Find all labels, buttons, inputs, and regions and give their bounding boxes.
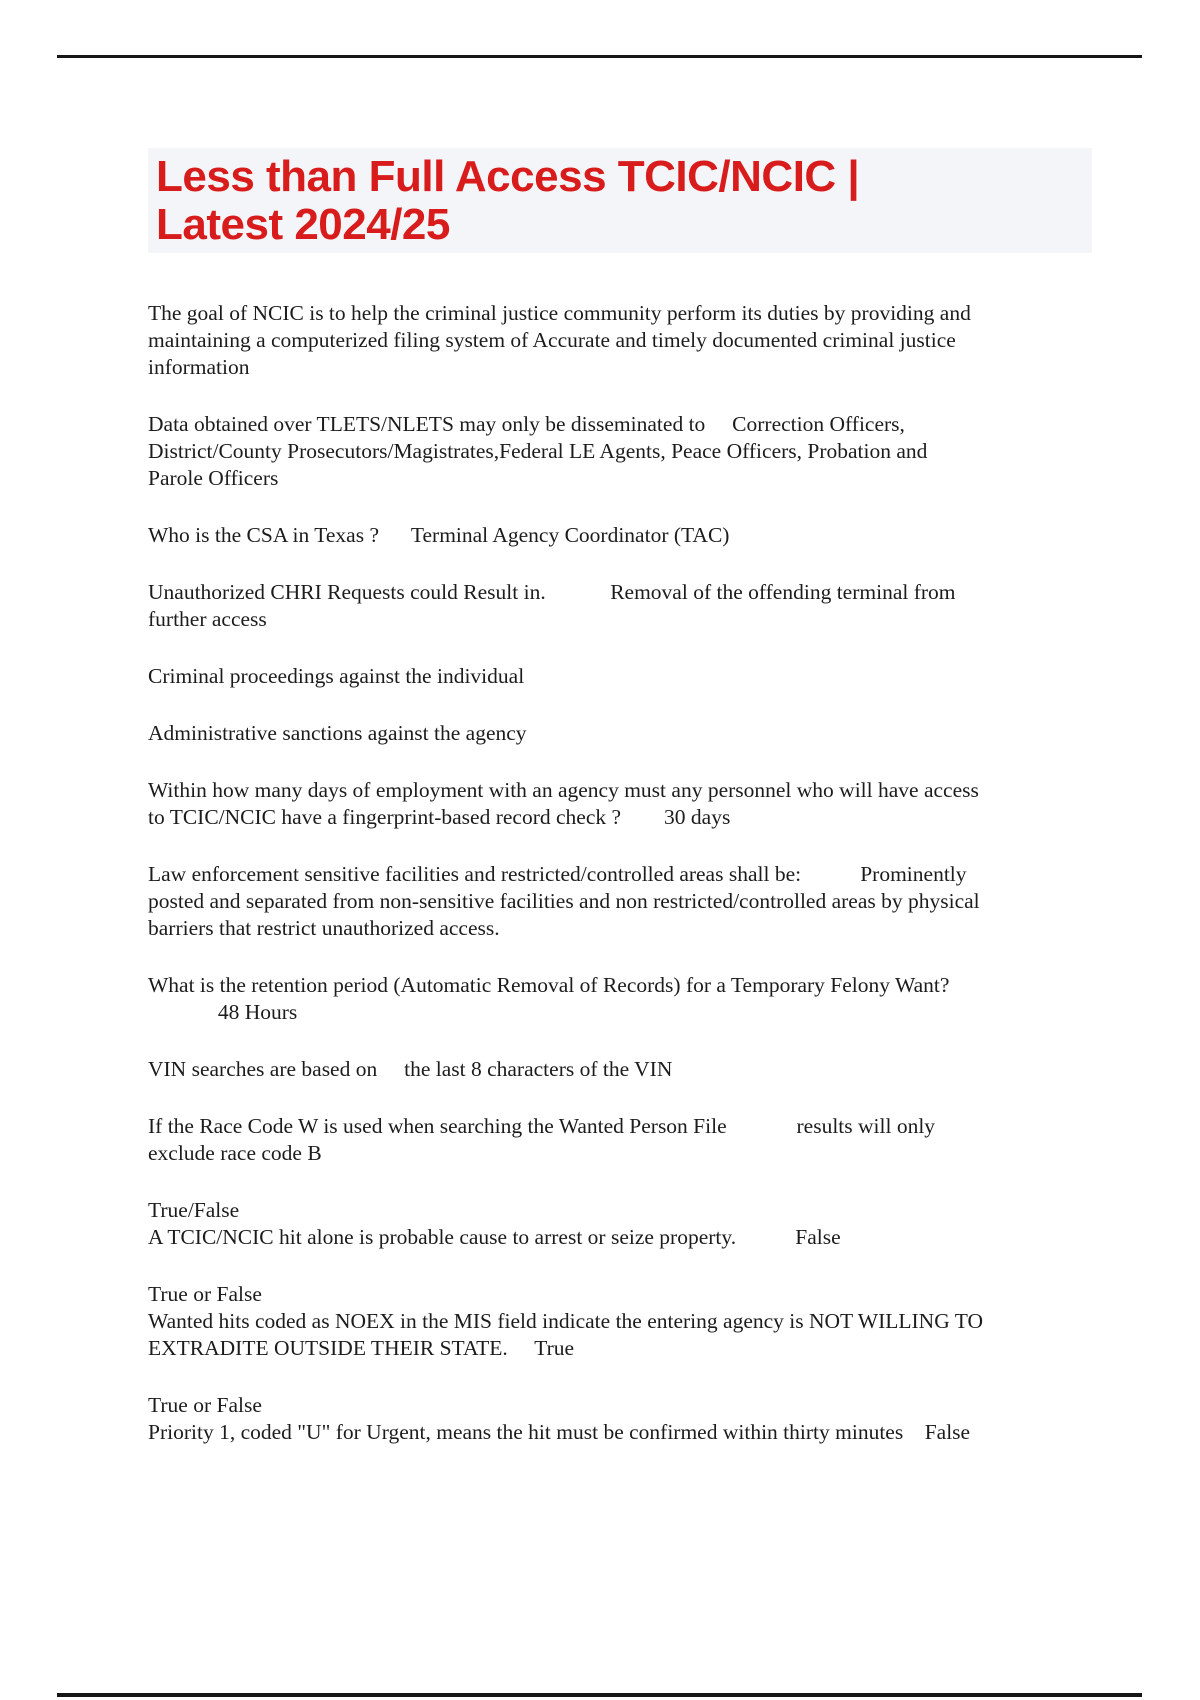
text-line: The goal of NCIC is to help the criminal justice community perform its duties by providing and (148, 301, 971, 325)
text-line: True or False (148, 1282, 262, 1306)
text-line: exclude race code B (148, 1141, 322, 1165)
text-line: What is the retention period (Automatic Removal of Records) for a Temporary Felony Want? (148, 973, 950, 997)
text-line: barriers that restrict unauthorized access. (148, 916, 500, 940)
text-line: EXTRADITE OUTSIDE THEIR STATE. True (148, 1336, 575, 1360)
text-line: A TCIC/NCIC hit alone is probable cause to arrest or seize property. False (148, 1225, 841, 1249)
text-line: information (148, 355, 250, 379)
paragraph (148, 522, 1138, 549)
text-line: Priority 1, coded "U" for Urgent, means the hit must be confirmed within thirty minutes False (148, 1420, 971, 1444)
text-line: VIN searches are based on the last 8 characters of the VIN (148, 1057, 673, 1081)
paragraph (148, 777, 1138, 831)
text-line: Parole Officers (148, 466, 279, 490)
bottom-divider (57, 1693, 1142, 1697)
text-line: True or False (148, 1393, 262, 1417)
text-line: If the Race Code W is used when searching the Wanted Person File results will only (148, 1114, 936, 1138)
text-line: District/County Prosecutors/Magistrates,Federal LE Agents, Peace Officers, Probation and (148, 439, 928, 463)
paragraph (148, 861, 1138, 942)
text-line: Data obtained over TLETS/NLETS may only be disseminated to Correction Officers, (148, 412, 905, 436)
paragraph (148, 411, 1138, 492)
paragraph (148, 1281, 1138, 1362)
title-line-2: Latest 2024/25 (156, 200, 450, 249)
top-divider (57, 55, 1142, 58)
text-line: Administrative sanctions against the agency (148, 721, 527, 745)
text-line: posted and separated from non-sensitive facilities and non restricted/controlled areas by physical (148, 889, 980, 913)
text-line: Criminal proceedings against the individual (148, 664, 525, 688)
paragraph (148, 1392, 1138, 1446)
document-body (148, 300, 1138, 1476)
text-line: True/False (148, 1198, 240, 1222)
document-title (148, 148, 1092, 253)
paragraph (148, 972, 1138, 1026)
text-line: maintaining a computerized filing system of Accurate and timely documented criminal justice (148, 328, 956, 352)
paragraph (148, 720, 1138, 747)
text-line: Within how many days of employment with an agency must any personnel who will have access (148, 778, 979, 802)
paragraph (148, 579, 1138, 633)
paragraph (148, 663, 1138, 690)
paragraph (148, 1056, 1138, 1083)
text-line: Wanted hits coded as NOEX in the MIS field indicate the entering agency is NOT WILLING TO (148, 1309, 983, 1333)
text-line: 48 Hours (148, 1000, 298, 1024)
paragraph (148, 300, 1138, 381)
text-line: Who is the CSA in Texas ? Terminal Agency Coordinator (TAC) (148, 523, 730, 547)
text-line: Law enforcement sensitive facilities and restricted/controlled areas shall be: Prominently (148, 862, 967, 886)
text-line: further access (148, 607, 267, 631)
paragraph (148, 1113, 1138, 1167)
title-line-1: Less than Full Access TCIC/NCIC | (156, 152, 860, 201)
text-line: Unauthorized CHRI Requests could Result in. Removal of the offending terminal from (148, 580, 956, 604)
text-line: to TCIC/NCIC have a fingerprint-based record check ? 30 days (148, 805, 731, 829)
paragraph (148, 1197, 1138, 1251)
